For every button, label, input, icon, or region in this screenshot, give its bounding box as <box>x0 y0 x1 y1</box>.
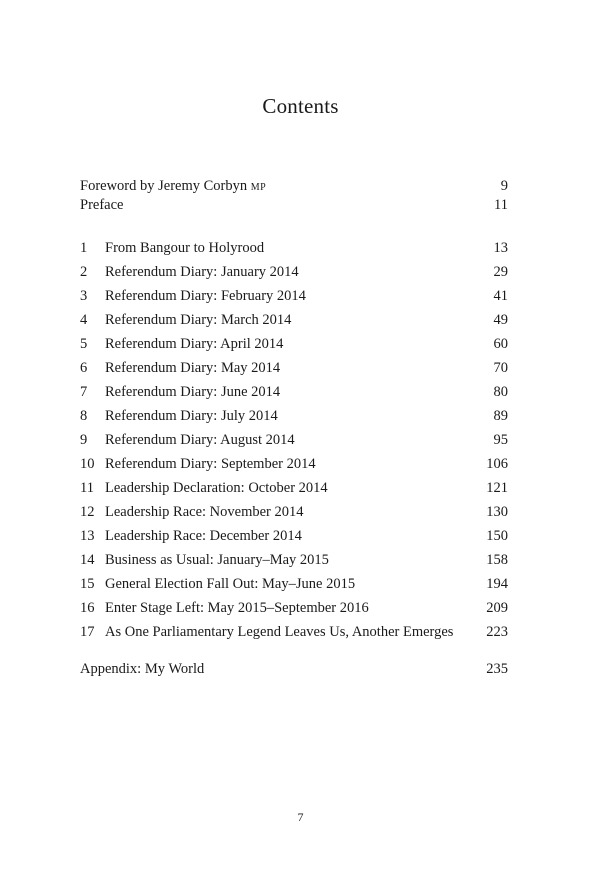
chapter-title: Leadership Race: December 2014 <box>105 528 302 544</box>
chapter-title: Referendum Diary: January 2014 <box>105 264 299 280</box>
toc-chapter-12 <box>80 502 508 522</box>
chapter-page: 106 <box>486 456 508 472</box>
toc-chapter-14 <box>80 550 508 570</box>
chapter-number: 3 <box>80 288 88 304</box>
chapter-number: 12 <box>80 504 95 520</box>
page-title: Contents <box>262 94 339 118</box>
chapter-number: 1 <box>80 240 88 256</box>
chapter-title: Leadership Race: November 2014 <box>105 504 304 520</box>
chapter-page: 194 <box>486 576 508 592</box>
toc-entry-page: 235 <box>486 661 508 677</box>
toc-chapter-2 <box>80 262 508 282</box>
chapter-number: 13 <box>80 528 95 544</box>
chapter-title: Leadership Declaration: October 2014 <box>105 480 328 496</box>
chapter-number: 16 <box>80 600 95 616</box>
chapter-page: 49 <box>493 312 508 328</box>
toc-chapter-9 <box>80 430 508 450</box>
toc-entry-appendix <box>80 659 508 679</box>
chapter-page: 95 <box>493 432 508 448</box>
toc-entry-preface <box>80 195 508 215</box>
chapter-page: 70 <box>493 360 508 376</box>
chapter-number: 10 <box>80 456 95 472</box>
chapter-number: 7 <box>80 384 88 400</box>
chapter-title: Referendum Diary: May 2014 <box>105 360 281 376</box>
chapter-number: 2 <box>80 264 88 280</box>
toc-chapter-17 <box>80 622 508 642</box>
chapter-page: 158 <box>486 552 508 568</box>
chapter-page: 121 <box>486 480 508 496</box>
chapter-title: Referendum Diary: September 2014 <box>105 456 316 472</box>
toc-chapter-5 <box>80 334 508 354</box>
toc-entry-page: 11 <box>494 197 508 213</box>
chapter-number: 17 <box>80 624 95 640</box>
chapter-number: 5 <box>80 336 88 352</box>
chapter-page: 60 <box>493 336 508 352</box>
chapter-number: 8 <box>80 408 88 424</box>
toc-chapter-11 <box>80 478 508 498</box>
chapter-title: As One Parliamentary Legend Leaves Us, Another Emerges <box>105 624 454 640</box>
chapter-page: 130 <box>486 504 508 520</box>
toc-entry-label: Preface <box>80 197 124 213</box>
chapter-title: Referendum Diary: August 2014 <box>105 432 295 448</box>
chapter-page: 150 <box>486 528 508 544</box>
chapter-page: 13 <box>493 240 508 256</box>
chapter-title: Business as Usual: January–May 2015 <box>105 552 329 568</box>
toc-chapter-13 <box>80 526 508 546</box>
chapter-number: 9 <box>80 432 88 448</box>
toc-chapter-8 <box>80 406 508 426</box>
toc-chapter-15 <box>80 574 508 594</box>
chapter-page: 41 <box>493 288 508 304</box>
chapter-title: From Bangour to Holyrood <box>105 240 265 256</box>
toc-chapter-6 <box>80 358 508 378</box>
chapter-number: 11 <box>80 480 94 496</box>
chapter-page: 209 <box>486 600 508 616</box>
chapter-title: Referendum Diary: April 2014 <box>105 336 284 352</box>
toc-entry-label: Foreword by Jeremy Corbyn MP <box>80 178 267 194</box>
chapter-number: 15 <box>80 576 95 592</box>
chapter-page: 89 <box>493 408 508 424</box>
chapter-page: 223 <box>486 624 508 640</box>
chapter-title: Referendum Diary: February 2014 <box>105 288 306 304</box>
chapter-number: 4 <box>80 312 88 328</box>
toc-chapter-1 <box>80 238 508 258</box>
toc-chapter-16 <box>80 598 508 618</box>
chapter-title: Referendum Diary: June 2014 <box>105 384 281 400</box>
toc-chapter-4 <box>80 310 508 330</box>
chapter-title: Enter Stage Left: May 2015–September 2016 <box>105 600 369 616</box>
toc-entry-foreword <box>80 176 508 196</box>
chapter-number: 14 <box>80 552 95 568</box>
chapter-title: Referendum Diary: July 2014 <box>105 408 278 424</box>
page-number: 7 <box>297 810 304 824</box>
chapter-page: 80 <box>493 384 508 400</box>
toc-entry-page: 9 <box>500 178 508 194</box>
chapter-page: 29 <box>493 264 508 280</box>
chapter-title: General Election Fall Out: May–June 2015 <box>105 576 356 592</box>
toc-entry-label: Appendix: My World <box>80 661 205 677</box>
chapter-number: 6 <box>80 360 88 376</box>
toc-chapter-7 <box>80 382 508 402</box>
toc-chapter-3 <box>80 286 508 306</box>
chapter-title: Referendum Diary: March 2014 <box>105 312 292 328</box>
toc-chapter-10 <box>80 454 508 474</box>
